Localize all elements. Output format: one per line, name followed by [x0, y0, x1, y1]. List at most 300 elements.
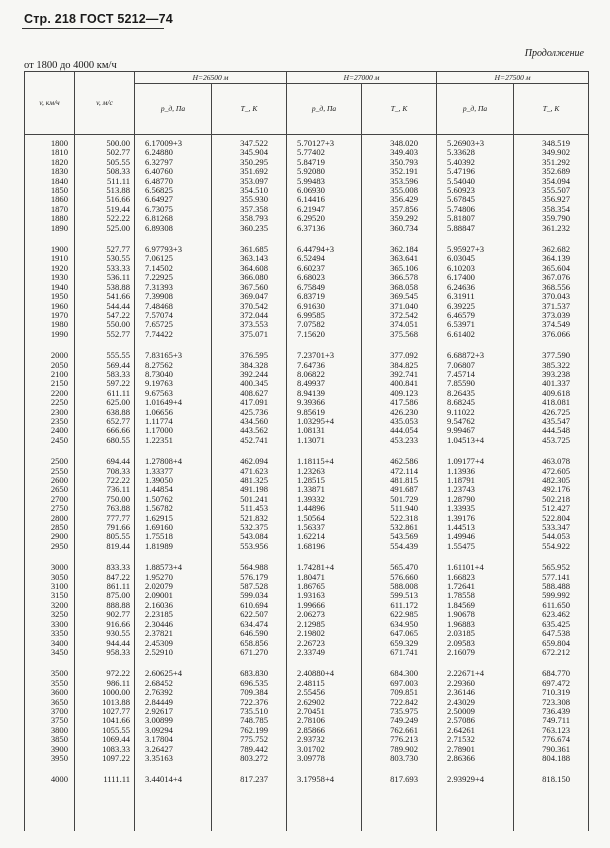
cell-pressure-h2: 2.19802 [287, 629, 362, 638]
cell-pressure-h3: 2.50009 [437, 707, 514, 716]
cell-pressure-h3: 5.26903+3 [437, 135, 514, 149]
cell-speed-kmh: 3250 [25, 610, 75, 619]
cell-temperature-h2: 362.184 [362, 233, 437, 254]
cell-pressure-h1: 6.17009+3 [135, 135, 212, 149]
table-row [25, 135, 589, 149]
cell-temperature-h3: 376.066 [514, 330, 589, 339]
cell-temperature-h3: 623.462 [514, 610, 589, 619]
cell-temperature-h3: 611.650 [514, 601, 589, 610]
cell-pressure-h2: 1.39332 [287, 495, 362, 504]
cell-pressure-h2: 1.13071 [287, 436, 362, 445]
cell-pressure-h3: 1.23743 [437, 485, 514, 494]
cell-speed-kmh: 3300 [25, 620, 75, 629]
col-header-temperature: T_, К [514, 84, 589, 135]
cell-pressure-h1: 1.50762 [135, 495, 212, 504]
cell-pressure-h3: 5.95927+3 [437, 233, 514, 254]
cell-temperature-h2: 647.065 [362, 629, 437, 638]
cell-temperature-h2: 444.054 [362, 426, 437, 435]
cell-speed-kmh: 1970 [25, 311, 75, 320]
cell-temperature-h1: 762.199 [212, 726, 287, 735]
cell-pressure-h2: 5.92080 [287, 167, 362, 176]
cell-temperature-h2: 377.092 [362, 339, 437, 360]
cell-speed-ms: 500.00 [75, 135, 135, 149]
cell-temperature-h2: 426.230 [362, 408, 437, 417]
cell-temperature-h3: 371.537 [514, 302, 589, 311]
table-row [25, 436, 589, 445]
cell-pressure-h3: 2.09583 [437, 639, 514, 648]
cell-speed-kmh: 1890 [25, 224, 75, 233]
cell-temperature-h1: 775.752 [212, 735, 287, 744]
cell-temperature-h1: 709.384 [212, 688, 287, 697]
cell-temperature-h2: 501.729 [362, 495, 437, 504]
cell-temperature-h3: 463.078 [514, 445, 589, 466]
cell-pressure-h1: 2.30446 [135, 620, 212, 629]
cell-pressure-h2: 2.12985 [287, 620, 362, 629]
cell-temperature-h3: 723.308 [514, 698, 589, 707]
cell-pressure-h2: 2.70451 [287, 707, 362, 716]
cell-temperature-h3: 393.238 [514, 370, 589, 379]
cell-speed-kmh: 1960 [25, 302, 75, 311]
cell-speed-ms: 847.22 [75, 573, 135, 582]
cell-temperature-h2: 671.741 [362, 648, 437, 657]
cell-pressure-h3: 7.06807 [437, 361, 514, 370]
cell-temperature-h3: 565.952 [514, 551, 589, 572]
cell-pressure-h3: 6.46579 [437, 311, 514, 320]
cell-pressure-h2: 1.50564 [287, 514, 362, 523]
cell-temperature-h1: 434.560 [212, 417, 287, 426]
cell-pressure-h1: 2.92617 [135, 707, 212, 716]
cell-pressure-h2: 9.85619 [287, 408, 362, 417]
cell-pressure-h3: 5.74806 [437, 205, 514, 214]
cell-temperature-h3: 354.094 [514, 177, 589, 186]
cell-temperature-h2: 453.233 [362, 436, 437, 445]
cell-temperature-h1: 417.091 [212, 398, 287, 407]
cell-temperature-h2: 634.950 [362, 620, 437, 629]
cell-speed-kmh: 1800 [25, 135, 75, 149]
cell-temperature-h2: 722.842 [362, 698, 437, 707]
cell-temperature-h1: 353.097 [212, 177, 287, 186]
cell-temperature-h2: 359.292 [362, 214, 437, 223]
cell-pressure-h3: 8.68245 [437, 398, 514, 407]
cell-pressure-h3: 7.85590 [437, 379, 514, 388]
cell-speed-kmh: 4000 [25, 763, 75, 830]
cell-temperature-h2: 365.106 [362, 264, 437, 273]
cell-pressure-h2: 1.44896 [287, 504, 362, 513]
cell-speed-ms: 736.11 [75, 485, 135, 494]
cell-speed-ms: 638.88 [75, 408, 135, 417]
cell-pressure-h1: 6.24880 [135, 148, 212, 157]
cell-temperature-h2: 356.429 [362, 195, 437, 204]
cell-speed-ms: 902.77 [75, 610, 135, 619]
cell-temperature-h1: 363.143 [212, 254, 287, 263]
cell-pressure-h2: 9.39366 [287, 398, 362, 407]
cell-temperature-h2: 576.660 [362, 573, 437, 582]
cell-speed-ms: 930.55 [75, 629, 135, 638]
cell-pressure-h1: 1.62915 [135, 514, 212, 523]
cell-pressure-h1: 7.83165+3 [135, 339, 212, 360]
cell-temperature-h3: 356.927 [514, 195, 589, 204]
col-header-temperature: T_, К [212, 84, 287, 135]
cell-pressure-h3: 2.03185 [437, 629, 514, 638]
cell-pressure-h2: 6.14416 [287, 195, 362, 204]
cell-speed-ms: 511.11 [75, 177, 135, 186]
cell-temperature-h1: 553.956 [212, 542, 287, 551]
cell-temperature-h1: 452.741 [212, 436, 287, 445]
cell-pressure-h3: 5.47196 [437, 167, 514, 176]
cell-temperature-h1: 372.044 [212, 311, 287, 320]
cell-speed-kmh: 2300 [25, 408, 75, 417]
cell-temperature-h3: 776.674 [514, 735, 589, 744]
cell-pressure-h3: 6.10203 [437, 264, 514, 273]
cell-pressure-h3: 2.86366 [437, 754, 514, 763]
table-row [25, 330, 589, 339]
cell-pressure-h1: 2.52910 [135, 648, 212, 657]
cell-speed-kmh: 3750 [25, 716, 75, 725]
cell-pressure-h3: 6.68872+3 [437, 339, 514, 360]
cell-speed-kmh: 3000 [25, 551, 75, 572]
cell-speed-ms: 972.22 [75, 657, 135, 678]
cell-pressure-h2: 7.15620 [287, 330, 362, 339]
cell-temperature-h3: 358.354 [514, 205, 589, 214]
cell-temperature-h2: 348.020 [362, 135, 437, 149]
table-row [25, 224, 589, 233]
cell-pressure-h1: 2.84449 [135, 698, 212, 707]
cell-pressure-h1: 6.64927 [135, 195, 212, 204]
cell-speed-kmh: 3900 [25, 745, 75, 754]
cell-pressure-h2: 2.33749 [287, 648, 362, 657]
cell-pressure-h1: 1.81989 [135, 542, 212, 551]
cell-temperature-h2: 352.191 [362, 167, 437, 176]
cell-pressure-h1: 2.60625+4 [135, 657, 212, 678]
cell-pressure-h2: 1.74281+4 [287, 551, 362, 572]
cell-speed-kmh: 2350 [25, 417, 75, 426]
cell-pressure-h3: 6.17400 [437, 273, 514, 282]
cell-speed-kmh: 3600 [25, 688, 75, 697]
cell-pressure-h1: 7.48468 [135, 302, 212, 311]
cell-speed-ms: 527.77 [75, 233, 135, 254]
cell-temperature-h2: 375.568 [362, 330, 437, 339]
cell-speed-kmh: 2600 [25, 476, 75, 485]
cell-speed-ms: 819.44 [75, 542, 135, 551]
cell-pressure-h3: 6.03045 [437, 254, 514, 263]
cell-temperature-h2: 435.053 [362, 417, 437, 426]
cell-pressure-h3: 1.66823 [437, 573, 514, 582]
cell-pressure-h3: 5.54040 [437, 177, 514, 186]
cell-pressure-h3: 9.99467 [437, 426, 514, 435]
col-header-altitude-3: H=27500 м [437, 72, 589, 84]
cell-speed-ms: 552.77 [75, 330, 135, 339]
cell-temperature-h2: 588.008 [362, 582, 437, 591]
cell-temperature-h3: 368.556 [514, 283, 589, 292]
cell-speed-kmh: 1820 [25, 158, 75, 167]
cell-speed-kmh: 3200 [25, 601, 75, 610]
cell-temperature-h2: 472.114 [362, 467, 437, 476]
cell-pressure-h1: 2.02079 [135, 582, 212, 591]
cell-pressure-h3: 7.45714 [437, 370, 514, 379]
cell-speed-ms: 513.88 [75, 186, 135, 195]
cell-temperature-h3: 349.902 [514, 148, 589, 157]
cell-temperature-h2: 350.793 [362, 158, 437, 167]
cell-temperature-h2: 762.661 [362, 726, 437, 735]
table-row [25, 551, 589, 572]
cell-temperature-h2: 522.318 [362, 514, 437, 523]
continuation-label: Продолжение [524, 48, 584, 59]
cell-speed-ms: 547.22 [75, 311, 135, 320]
cell-speed-kmh: 1880 [25, 214, 75, 223]
cell-speed-kmh: 3650 [25, 698, 75, 707]
cell-speed-ms: 708.33 [75, 467, 135, 476]
cell-pressure-h3: 2.93929+4 [437, 763, 514, 830]
cell-temperature-h2: 789.902 [362, 745, 437, 754]
cell-pressure-h3: 5.88847 [437, 224, 514, 233]
cell-pressure-h2: 5.70127+3 [287, 135, 362, 149]
cell-pressure-h3: 2.71532 [437, 735, 514, 744]
cell-speed-kmh: 2150 [25, 379, 75, 388]
cell-temperature-h2: 400.841 [362, 379, 437, 388]
cell-speed-kmh: 1870 [25, 205, 75, 214]
cell-pressure-h3: 2.29360 [437, 679, 514, 688]
cell-speed-kmh: 1950 [25, 292, 75, 301]
cell-speed-kmh: 1930 [25, 273, 75, 282]
cell-speed-kmh: 3500 [25, 657, 75, 678]
cell-temperature-h1: 354.510 [212, 186, 287, 195]
cell-temperature-h2: 372.542 [362, 311, 437, 320]
cell-speed-ms: 538.88 [75, 283, 135, 292]
cell-temperature-h3: 355.507 [514, 186, 589, 195]
cell-speed-ms: 652.77 [75, 417, 135, 426]
cell-temperature-h3: 522.804 [514, 514, 589, 523]
cell-temperature-h2: 709.851 [362, 688, 437, 697]
cell-temperature-h1: 370.542 [212, 302, 287, 311]
cell-temperature-h2: 349.403 [362, 148, 437, 157]
cell-temperature-h3: 818.150 [514, 763, 589, 830]
cell-temperature-h3: 710.319 [514, 688, 589, 697]
cell-pressure-h1: 1.06656 [135, 408, 212, 417]
cell-temperature-h2: 599.513 [362, 591, 437, 600]
cell-pressure-h3: 5.67845 [437, 195, 514, 204]
cell-pressure-h2: 1.93163 [287, 591, 362, 600]
col-header-pressure: p_д, Па [437, 84, 514, 135]
cell-pressure-h1: 7.39908 [135, 292, 212, 301]
cell-temperature-h2: 417.586 [362, 398, 437, 407]
cell-speed-ms: 597.22 [75, 379, 135, 388]
cell-pressure-h2: 6.21947 [287, 205, 362, 214]
cell-pressure-h1: 2.23185 [135, 610, 212, 619]
cell-speed-kmh: 1860 [25, 195, 75, 204]
cell-speed-kmh: 2700 [25, 495, 75, 504]
cell-temperature-h1: 375.071 [212, 330, 287, 339]
cell-pressure-h1: 2.68452 [135, 679, 212, 688]
cell-pressure-h1: 6.40760 [135, 167, 212, 176]
cell-speed-kmh: 3800 [25, 726, 75, 735]
cell-pressure-h1: 1.75518 [135, 532, 212, 541]
cell-temperature-h1: 696.535 [212, 679, 287, 688]
cell-pressure-h2: 2.78106 [287, 716, 362, 725]
cell-speed-ms: 519.44 [75, 205, 135, 214]
cell-temperature-h1: 462.094 [212, 445, 287, 466]
cell-pressure-h1: 2.16036 [135, 601, 212, 610]
cell-temperature-h3: 364.139 [514, 254, 589, 263]
cell-pressure-h3: 6.61402 [437, 330, 514, 339]
cell-pressure-h1: 1.33377 [135, 467, 212, 476]
cell-speed-kmh: 3050 [25, 573, 75, 582]
cell-temperature-h3: 635.425 [514, 620, 589, 629]
cell-speed-kmh: 1990 [25, 330, 75, 339]
cell-temperature-h3: 351.292 [514, 158, 589, 167]
cell-temperature-h3: 588.488 [514, 582, 589, 591]
cell-speed-kmh: 1900 [25, 233, 75, 254]
cell-pressure-h2: 1.03295+4 [287, 417, 362, 426]
cell-temperature-h1: 369.047 [212, 292, 287, 301]
cell-pressure-h2: 2.48115 [287, 679, 362, 688]
cell-pressure-h2: 5.99483 [287, 177, 362, 186]
cell-temperature-h1: 481.325 [212, 476, 287, 485]
cell-pressure-h3: 1.39176 [437, 514, 514, 523]
cell-pressure-h2: 6.29520 [287, 214, 362, 223]
cell-pressure-h1: 7.74422 [135, 330, 212, 339]
cell-temperature-h2: 366.578 [362, 273, 437, 282]
cell-temperature-h2: 481.815 [362, 476, 437, 485]
cell-temperature-h2: 384.825 [362, 361, 437, 370]
cell-pressure-h3: 6.31911 [437, 292, 514, 301]
cell-pressure-h2: 2.93732 [287, 735, 362, 744]
cell-pressure-h2: 6.99585 [287, 311, 362, 320]
cell-temperature-h1: 376.595 [212, 339, 287, 360]
cell-speed-ms: 569.44 [75, 361, 135, 370]
cell-pressure-h1: 6.73075 [135, 205, 212, 214]
cell-speed-kmh: 2450 [25, 436, 75, 445]
col-header-pressure: p_д, Па [135, 84, 212, 135]
cell-pressure-h3: 5.33628 [437, 148, 514, 157]
cell-pressure-h2: 6.83719 [287, 292, 362, 301]
cell-temperature-h3: 374.549 [514, 320, 589, 329]
header-rule [22, 28, 164, 29]
table-row [25, 445, 589, 466]
cell-speed-kmh: 2550 [25, 467, 75, 476]
cell-temperature-h1: 817.237 [212, 763, 287, 830]
cell-pressure-h2: 8.49937 [287, 379, 362, 388]
cell-temperature-h3: 348.519 [514, 135, 589, 149]
col-header-v-ms: v, м/с [75, 72, 135, 135]
cell-pressure-h2: 1.33871 [287, 485, 362, 494]
cell-pressure-h3: 2.64261 [437, 726, 514, 735]
cell-temperature-h1: 443.562 [212, 426, 287, 435]
cell-pressure-h2: 8.94139 [287, 389, 362, 398]
cell-temperature-h3: 352.689 [514, 167, 589, 176]
cell-speed-ms: 916.66 [75, 620, 135, 629]
cell-temperature-h2: 697.003 [362, 679, 437, 688]
table-row [25, 657, 589, 678]
cell-pressure-h1: 7.65725 [135, 320, 212, 329]
cell-speed-kmh: 2650 [25, 485, 75, 494]
cell-temperature-h3: 409.618 [514, 389, 589, 398]
cell-pressure-h1: 6.89308 [135, 224, 212, 233]
cell-speed-ms: 861.11 [75, 582, 135, 591]
col-header-pressure: p_д, Па [287, 84, 362, 135]
cell-temperature-h1: 358.793 [212, 214, 287, 223]
cell-temperature-h3: 512.427 [514, 504, 589, 513]
cell-temperature-h3: 385.322 [514, 361, 589, 370]
cell-speed-kmh: 2200 [25, 389, 75, 398]
cell-speed-ms: 1041.66 [75, 716, 135, 725]
cell-speed-ms: 875.00 [75, 591, 135, 600]
cell-temperature-h2: 554.439 [362, 542, 437, 551]
cell-temperature-h1: 425.736 [212, 408, 287, 417]
cell-pressure-h1: 2.45309 [135, 639, 212, 648]
cell-pressure-h3: 5.60923 [437, 186, 514, 195]
cell-pressure-h3: 1.96883 [437, 620, 514, 629]
cell-speed-ms: 805.55 [75, 532, 135, 541]
cell-pressure-h2: 1.80471 [287, 573, 362, 582]
cell-temperature-h2: 622.985 [362, 610, 437, 619]
cell-pressure-h3: 9.54762 [437, 417, 514, 426]
cell-pressure-h1: 2.76392 [135, 688, 212, 697]
cell-speed-ms: 1000.00 [75, 688, 135, 697]
cell-temperature-h2: 360.734 [362, 224, 437, 233]
cell-speed-ms: 1069.44 [75, 735, 135, 744]
cell-temperature-h2: 659.329 [362, 639, 437, 648]
cell-temperature-h1: 400.345 [212, 379, 287, 388]
cell-speed-ms: 666.66 [75, 426, 135, 435]
cell-temperature-h1: 347.522 [212, 135, 287, 149]
cell-temperature-h1: 564.988 [212, 551, 287, 572]
cell-pressure-h1: 1.11774 [135, 417, 212, 426]
cell-pressure-h1: 3.00899 [135, 716, 212, 725]
cell-pressure-h1: 7.22925 [135, 273, 212, 282]
cell-pressure-h3: 2.43029 [437, 698, 514, 707]
cell-temperature-h2: 684.300 [362, 657, 437, 678]
cell-speed-ms: 944.44 [75, 639, 135, 648]
cell-temperature-h3: 544.053 [514, 532, 589, 541]
cell-pressure-h3: 2.78901 [437, 745, 514, 754]
cell-speed-ms: 1111.11 [75, 763, 135, 830]
cell-pressure-h2: 6.37136 [287, 224, 362, 233]
cell-pressure-h2: 6.91630 [287, 302, 362, 311]
cell-temperature-h1: 521.832 [212, 514, 287, 523]
cell-temperature-h3: 577.141 [514, 573, 589, 582]
cell-temperature-h2: 371.040 [362, 302, 437, 311]
page-header: Стр. 218 ГОСТ 5212—74 [24, 12, 173, 26]
cell-temperature-h3: 444.548 [514, 426, 589, 435]
cell-speed-ms: 791.66 [75, 523, 135, 532]
cell-pressure-h2: 1.28515 [287, 476, 362, 485]
cell-speed-kmh: 3350 [25, 629, 75, 638]
cell-speed-kmh: 2900 [25, 532, 75, 541]
cell-temperature-h2: 409.123 [362, 389, 437, 398]
cell-speed-ms: 611.11 [75, 389, 135, 398]
cell-temperature-h1: 543.084 [212, 532, 287, 541]
cell-pressure-h3: 2.57086 [437, 716, 514, 725]
cell-pressure-h1: 7.06125 [135, 254, 212, 263]
cell-pressure-h1: 9.67563 [135, 389, 212, 398]
cell-pressure-h3: 5.81807 [437, 214, 514, 223]
cell-temperature-h1: 351.692 [212, 167, 287, 176]
cell-temperature-h1: 622.507 [212, 610, 287, 619]
table-body [25, 135, 589, 831]
cell-pressure-h2: 1.56337 [287, 523, 362, 532]
cell-temperature-h3: 736.439 [514, 707, 589, 716]
cell-pressure-h2: 1.18115+4 [287, 445, 362, 466]
table-row [25, 339, 589, 360]
cell-speed-kmh: 3850 [25, 735, 75, 744]
cell-pressure-h3: 1.49946 [437, 532, 514, 541]
cell-pressure-h2: 1.68196 [287, 542, 362, 551]
cell-temperature-h2: 355.008 [362, 186, 437, 195]
cell-temperature-h3: 502.218 [514, 495, 589, 504]
cell-pressure-h2: 8.06822 [287, 370, 362, 379]
cell-speed-kmh: 2000 [25, 339, 75, 360]
cell-pressure-h1: 7.14502 [135, 264, 212, 273]
